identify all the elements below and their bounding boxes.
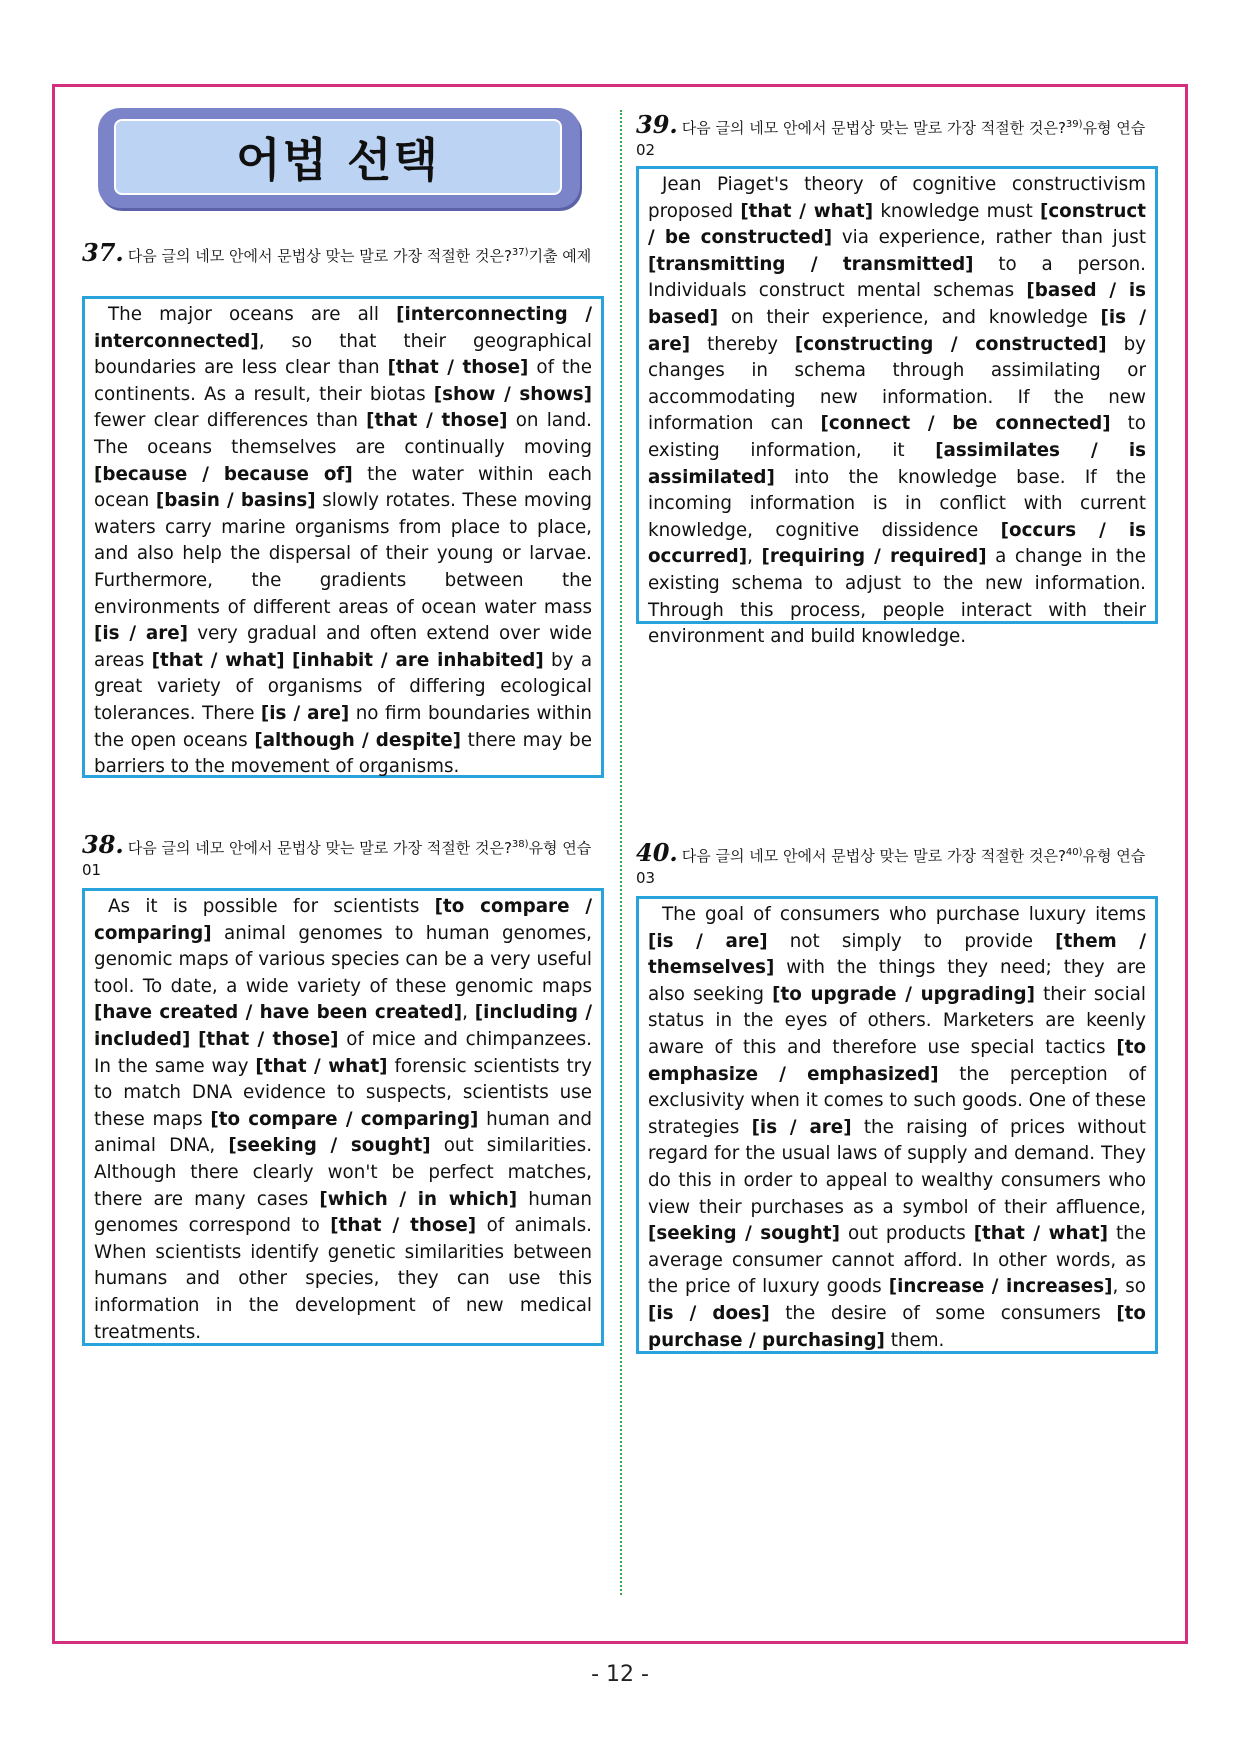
grammar-choice: [interconnecting / interconnected] [94, 304, 592, 352]
passage-fragment: As it is possible for scientists [108, 896, 435, 917]
passage-fragment: , so that their geographical boundaries are less clear than [94, 330, 592, 379]
grammar-choice: [to emphasize / emphasized] [648, 1036, 1146, 1085]
grammar-choice: [have created / have been created] [94, 1002, 463, 1024]
grammar-choice: [assimilates / is assimilated] [648, 439, 1146, 488]
question-tag: 유형 연습 01 [82, 839, 592, 879]
passage-fragment: the desire of some consumers [769, 1302, 1117, 1324]
question-header-38 [82, 830, 604, 881]
grammar-choice: [that / those] [387, 357, 529, 379]
passage-fragment: of the continents. As a result, their biotas [94, 357, 592, 405]
section-title-panel [114, 119, 562, 195]
passage-fragment: human genomes correspond to [94, 1188, 592, 1237]
grammar-choice: [is / are] [260, 702, 350, 724]
question-header-39 [636, 110, 1156, 161]
question-prompt: 다음 글의 네모 안에서 문법상 맞는 말로 가장 적절한 것은? [681, 119, 1066, 137]
grammar-choice: [construct / be constructed] [648, 200, 1146, 249]
passage-fragment: , so [1112, 1276, 1146, 1298]
passage-box-37 [82, 296, 604, 778]
grammar-choice: [basin / basins] [155, 490, 316, 512]
passage-fragment: on their experience, and knowledge [718, 306, 1101, 328]
page-number: - 12 - [591, 1662, 649, 1687]
passage-fragment: The major oceans are all [108, 304, 397, 325]
passage-text [648, 902, 1146, 1354]
footnote-ref: 40) [1065, 847, 1083, 858]
question-header-40 [636, 838, 1156, 889]
grammar-choice: [is / does] [648, 1302, 770, 1324]
grammar-choice: [transmitting / transmitted] [648, 253, 974, 275]
grammar-choice: [based / is based] [648, 280, 1146, 328]
column-divider [620, 110, 622, 1595]
grammar-choice: [because / because of] [94, 463, 353, 485]
footnote-ref: 39) [1065, 119, 1083, 130]
grammar-choice: [that / those] [366, 410, 508, 432]
grammar-choice: [that / what] [255, 1055, 388, 1077]
passage-fragment: to a person. Individuals construct mental schemas [648, 253, 1146, 302]
grammar-choice: [connect / be connected] [820, 413, 1111, 435]
section-title-badge [98, 108, 580, 208]
passage-fragment: the perception of exclusivity when it comes to such goods. One of these strategies [648, 1063, 1146, 1138]
grammar-choice: [is / are] [648, 306, 1146, 355]
footnote-ref: 38) [511, 839, 529, 850]
passage-fragment: via experience, rather than just [832, 227, 1146, 249]
grammar-choice: [including / included] [94, 1002, 593, 1050]
passage-text [94, 302, 592, 781]
passage-fragment: on land. The oceans themselves are continually moving [94, 410, 592, 458]
passage-fragment: out products [839, 1223, 974, 1245]
passage-fragment: by changes in schema through assimilating or accommodating new information. If the new information can [648, 333, 1146, 435]
grammar-choice: [them / themselves] [648, 930, 1146, 979]
passage-fragment: animal genomes to human genomes, genomic maps of various species can be a very useful tool. To date, a wide variety of these genomic maps [94, 922, 592, 997]
section-title: 어법 선택 [236, 133, 440, 187]
grammar-choice: [to compare / comparing] [94, 896, 593, 944]
grammar-choice: [show / shows] [433, 383, 593, 405]
question-tag: 유형 연습 03 [636, 847, 1146, 887]
passage-fragment: fewer clear differences than [94, 410, 367, 432]
grammar-choice: [increase / increases] [888, 1276, 1113, 1298]
question-number: 38. [82, 830, 124, 859]
grammar-choice: [is / are] [94, 623, 188, 645]
passage-text [648, 172, 1146, 651]
passage-fragment: , [462, 1002, 475, 1024]
grammar-choice: [that / those] [330, 1215, 477, 1237]
passage-fragment: out similarities. Although there clearly won't be perfect matches, there are many cases [94, 1135, 593, 1210]
passage-fragment: the water within each ocean [94, 463, 592, 512]
passage-fragment: Jean Piaget's theory of cognitive constructivism proposed [648, 174, 1146, 222]
passage-fragment: slowly rotates. These moving waters carry marine organisms from place to place, and also help the dispersal of their young or larvae. Furthermore, the gradients between the environments of different areas of ocean water mass [94, 490, 592, 618]
passage-fragment: not simply to provide [767, 930, 1056, 952]
passage-fragment: by a great variety of organisms of differing ecological tolerances. There [94, 649, 593, 724]
question-number: 40. [636, 838, 678, 867]
grammar-choice: [occurs / is occurred] [648, 519, 1147, 568]
question-prompt: 다음 글의 네모 안에서 문법상 맞는 말로 가장 적절한 것은? [127, 839, 512, 857]
grammar-choice: [that / those] [198, 1028, 339, 1050]
grammar-choice: [constructing / constructed] [794, 333, 1107, 355]
passage-fragment: to existing information, it [648, 413, 1146, 461]
passage-fragment: of animals. When scientists identify genetic similarities between humans and other species, they can use this information in the development of new medical treatments. [94, 1215, 592, 1343]
passage-fragment: a change in the existing schema to adjust to the new information. Through this process, people interact with their environment and build knowledge. [648, 546, 1147, 648]
footnote-ref: 37) [511, 247, 529, 258]
passage-fragment: their social status in the eyes of others. Marketers are keenly aware of this and therefore use special tactics [648, 983, 1146, 1058]
question-header-37 [82, 238, 604, 267]
passage-fragment: the average consumer cannot afford. In other words, as the price of luxury goods [648, 1223, 1146, 1298]
question-number: 37. [82, 238, 124, 267]
passage-fragment: no firm boundaries within the open oceans [94, 702, 592, 751]
passage-fragment: human and animal DNA, [94, 1108, 592, 1157]
passage-fragment: of mice and chimpanzees. In the same way [94, 1028, 592, 1077]
passage-fragment [190, 1029, 198, 1050]
passage-fragment: there may be barriers to the movement of organisms. [94, 729, 592, 778]
question-tag: 유형 연습 02 [636, 119, 1146, 159]
grammar-choice: [to upgrade / upgrading] [772, 983, 1035, 1005]
grammar-choice: [is / are] [751, 1116, 852, 1138]
passage-fragment: with the things they need; they are also seeking [648, 957, 1146, 1005]
grammar-choice: [to purchase / purchasing] [648, 1302, 1146, 1351]
grammar-choice: [although / despite] [254, 729, 462, 751]
passage-box-38 [82, 888, 604, 1346]
passage-fragment: into the knowledge base. If the incoming information is in conflict with current knowledge, cognitive dissidence [648, 466, 1146, 541]
passage-fragment: them. [884, 1329, 945, 1351]
passage-box-40 [636, 896, 1158, 1354]
passage-fragment: very gradual and often extend over wide areas [94, 623, 592, 671]
passage-box-39 [636, 166, 1158, 648]
passage-fragment: thereby [690, 333, 795, 355]
question-prompt: 다음 글의 네모 안에서 문법상 맞는 말로 가장 적절한 것은? [127, 247, 512, 265]
grammar-choice: [inhabit / are inhabited] [291, 649, 544, 671]
passage-fragment [285, 650, 292, 671]
grammar-choice: [seeking / sought] [648, 1223, 840, 1245]
passage-fragment: the raising of prices without regard for the usual laws of supply and demand. They do this in order to appeal to wealthy consumers who view their purchases as a symbol of their affluence, [648, 1116, 1146, 1218]
question-tag: 기출 예제 [528, 247, 592, 265]
grammar-choice: [to compare / comparing] [210, 1108, 479, 1130]
grammar-choice: [that / what] [151, 649, 285, 671]
passage-fragment: knowledge must [873, 200, 1040, 222]
grammar-choice: [seeking / sought] [228, 1135, 431, 1157]
grammar-choice: [which / in which] [319, 1188, 518, 1210]
passage-text [94, 894, 592, 1346]
passage-fragment: , [747, 546, 762, 568]
question-prompt: 다음 글의 네모 안에서 문법상 맞는 말로 가장 적절한 것은? [681, 847, 1066, 865]
grammar-choice: [that / what] [973, 1223, 1108, 1245]
passage-fragment: forensic scientists try to match DNA evidence to suspects, scientists use these maps [94, 1055, 592, 1130]
grammar-choice: [is / are] [648, 930, 768, 952]
question-number: 39. [636, 110, 678, 139]
grammar-choice: [requiring / required] [761, 546, 987, 568]
grammar-choice: [that / what] [740, 200, 874, 222]
passage-fragment: The goal of consumers who purchase luxury items [662, 904, 1146, 925]
